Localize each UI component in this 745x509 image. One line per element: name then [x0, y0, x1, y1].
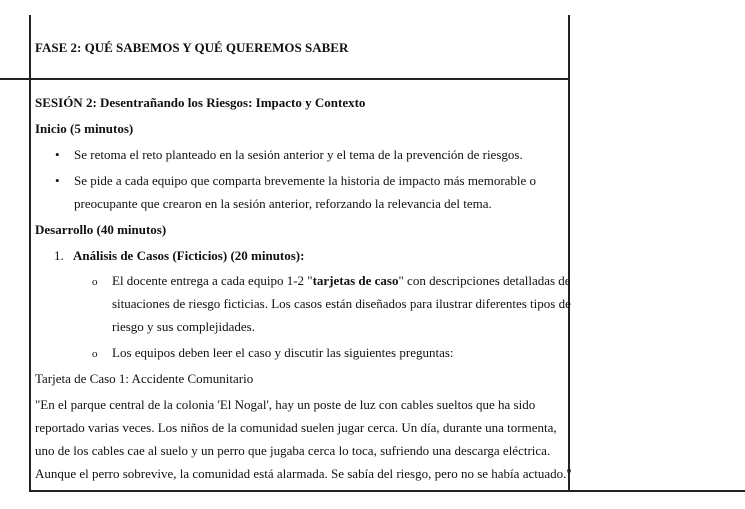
- case-card-line-2: reportado varias veces. Los niños de la comunidad suelen jugar cerca. Un día, durante una tormenta,: [35, 420, 557, 435]
- inicio-bullet-2: Se pide a cada equipo que comparta brevemente la historia de impacto más memorable o: [74, 173, 537, 188]
- table-left-border: [29, 15, 31, 491]
- inicio-bullet-1: Se retoma el reto planteado en la sesión anterior y el tema de la prevención de riesgos.: [74, 147, 523, 162]
- case-card-title: Tarjeta de Caso 1: Accidente Comunitario: [35, 371, 254, 386]
- text: El docente entrega a cada equipo 1-2 ": [112, 273, 313, 288]
- phase-title: FASE 2: QUÉ SABEMOS Y QUÉ QUEREMOS SABER: [35, 40, 349, 55]
- sub-item-1-line-3: riesgo y sus complejidades.: [112, 319, 255, 334]
- bold-term: tarjetas de caso: [312, 273, 399, 288]
- case-card-line-3: uno de los cables cae al suelo y un perro que jugaba cerca lo toca, sufriendo una descarga eléctrica.: [35, 443, 551, 458]
- case-card-line-4: Aunque el perro sobrevive, la comunidad está alarmada. Se sabía del riesgo, pero no se había actuado.": [35, 466, 572, 481]
- table-bottom-border: [29, 490, 745, 492]
- circle-bullet-icon: o: [92, 276, 98, 288]
- case-card-line-1: "En el parque central de la colonia 'El Nogal', hay un poste de luz con cables sueltos que ha sido: [35, 397, 536, 412]
- row-divider: [0, 78, 569, 80]
- bullet-icon: •: [55, 173, 60, 188]
- table-right-border: [568, 15, 570, 491]
- sub-item-1-line-1: [112, 273, 571, 289]
- inicio-bullet-2-cont: preocupante que crearon en la sesión anterior, reforzando la relevancia del tema.: [74, 196, 492, 211]
- inicio-heading: Inicio (5 minutos): [35, 121, 134, 136]
- session-title: SESIÓN 2: Desentrañando los Riesgos: Impacto y Contexto: [35, 95, 366, 110]
- sub-item-2: Los equipos deben leer el caso y discutir las siguientes preguntas:: [112, 345, 454, 360]
- sub-item-1-line-2: situaciones de riesgo ficticias. Los casos están diseñados para ilustrar diferentes tipos de: [112, 296, 571, 311]
- bullet-icon: •: [55, 147, 60, 162]
- circle-bullet-icon: o: [92, 348, 98, 360]
- desarrollo-heading: Desarrollo (40 minutos): [35, 222, 167, 237]
- analysis-title: Análisis de Casos (Ficticios) (20 minutos):: [73, 248, 305, 263]
- list-number: 1.: [54, 248, 64, 263]
- text: " con descripciones detalladas de: [398, 273, 571, 288]
